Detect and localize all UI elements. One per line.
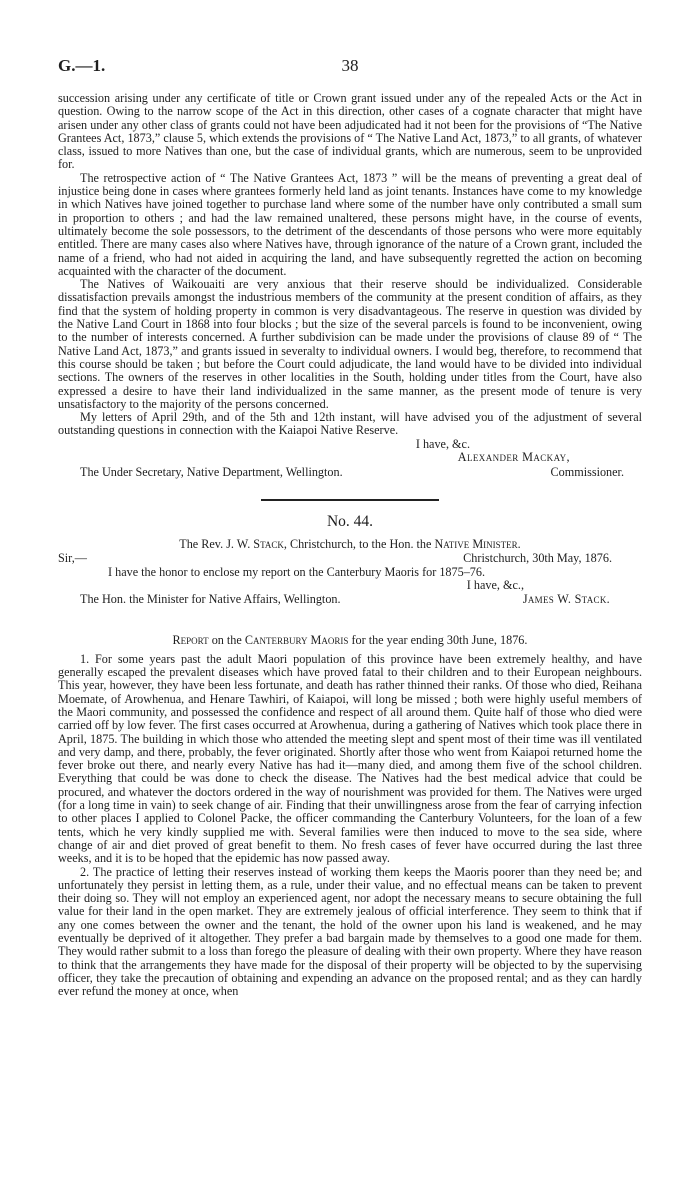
letter2-addressee-row <box>58 593 642 608</box>
letter1-addressee: The Under Secretary, Native Department, Wellington. <box>80 465 343 480</box>
section-divider <box>261 499 439 501</box>
from-prefix: The Rev. J. W. <box>179 536 254 551</box>
report-title <box>58 634 642 647</box>
from-name: Stack <box>253 536 284 551</box>
report-paragraph-1: 1. For some years past the adult Maori population of this province have been extremely healthy, and have generally escaped the prevalent diseases which have proved fatal to their children and to their European neighbours. This year, however, they have been less fortunate, and death has rather thinned their ranks. Of those who died, Reihana Moemate, of Arowhenua, and Henare Tawhiri, of Kaiapoi, will long be missed ; both were highly useful members of the Maori community, and possessed the confidence and respect of all around them. Quite half of those who died were carried off by low fever. The first cases occurred at Arowhenua, during a gathering of Natives which took place there in April, 1875. The building in which those who attended the meeting slept and spent most of their time was ill ventilated and very damp, and there, probably, the fever originated. Shortly after those who went from Kaiapoi returned home the fever broke out there, and nearly every Native has had it—many died, and among them five of the school children. Everything that could be was done to check the disease. The Natives had the best medical advice that could be procured, and whatever the doctors ordered in the way of nourishment was provided for them. The Natives were urged (for a long time in vain) to seek change of air. Finding that their unwillingness arose from the fear of carrying infection to other places I applied to Colonel Packe, the officer commanding the Canterbury Volunteers, for the loan of a few tents, which he very kindly supplied me with. Several families were then induced to move to the sea side, where change of air and diet proved of great benefit to them. No fresh cases of fever have occurred during the last three weeks, and it is to be hoped that the epidemic has now passed away. <box>58 651 642 866</box>
letter2-body: I have the honor to enclose my report on the Canterbury Maoris for 1875–76. <box>108 564 486 579</box>
report-title-c: Canterbury Maoris <box>244 632 349 647</box>
letter2-salutation-row <box>58 552 642 566</box>
intro-paragraph-3: The Natives of Waikouaiti are very anxious that their reserve should be individualized. Considerable dissatisfaction prevails amongst the industrious members of the community at the present condition of affairs, as they find that the system of holding property in common is very disadvantageous. The reserve in question was divided by the Native Land Court in 1868 into four blocks ; but the size of the several parcels is found to be inconvenient, owing to the number of interests concerned. A further subdivision can be made under the provisions of clause 89 of “ The Native Land Act, 1873,” and grants issued in severalty to individual owners. I would beg, therefore, to recommend that this course should be taken ; but before the Court could adjudicate, the land would have to be divided into individual sections. The owners of the reserves in other localities in the South, holding under titles from the Court, have also expressed a desire to have their land individualized in the same manner, as the present mode of tenure is very unsatisfactory to the majority of the persons concerned. <box>58 277 642 411</box>
report-paragraph-2: 2. The practice of letting their reserves instead of working them keeps the Maoris poorer than they need be; and unfortunately they persist in letting them, as a rule, under their value, and no effectual means can be taken to prevent their doing so. They will not employ an experienced agent, nor adopt the necessary means to secure obtaining the full value for their land in the open market. They are extremely jealous of official interference. They seem to think that if any one comes between the owner and the tenant, the hold of the owner upon his land is weakened, and he may eventually be deprived of it altogether. They prefer a bad bargain made by themselves to a good one made for them. They would rather submit to a loss than forego the pleasure of dealing with their own property. Where they have reason to think that the arrangements they have made for the disposal of their property will be objected to by the supervising officer, they take the precaution of obtaining and expending an advance on the proposed rental; and as they can hardly ever refund the money at once, when <box>58 864 642 999</box>
intro-paragraph-2: The retrospective action of “ The Native Grantees Act, 1873 ” will be the means of preventing a great deal of injustice being done in cases where grantees formerly held land as joint tenants. Instances have come to my knowledge in which Natives have joined together to purchase land where some of the number have only contributed a small sum in proportion to others ; and had the law remained unaltered, these persons might have, in the course of events, ultimately become the sole possessors, to the detriment of the descendants of those persons who were more equitably entitled. There are many cases also where Natives have, through ignorance of the nature of a Crown grant, included the name of a friend, who had not aided in acquiring the land, and have subsequently regretted the action on becoming acquainted with the character of the document. <box>58 170 642 278</box>
page-body <box>58 92 642 999</box>
intro-paragraph-1: succession arising under any certificate of title or Crown grant issued under any of the repealed Acts or the Act in question. Owing to the narrow scope of the Act in this direction, other cases of a cognate character that might have arisen under any other class of grants could not have been adjudicated had it not been for the provisions of “The Native Grantees Act, 1873,” clause 5, which extends the provisions of “ The Native Land Act, 1873,” to all grants, of whatever class, issued to more Natives than one, but the case of individual grants, which are numerous, seem to be unprovided for. <box>58 91 642 172</box>
letter-number: No. 44. <box>326 513 374 531</box>
document-reference: G.—1. <box>58 56 106 75</box>
report-title-a: Report <box>172 632 209 647</box>
letter1-signer-title: Commissioner. <box>550 465 624 480</box>
letter2-addressee: The Hon. the Minister for Native Affairs, Wellington. <box>80 591 341 606</box>
letter1-signer: Alexander Mackay, <box>457 450 570 465</box>
letter2-place-date: Christchurch, 30th May, 1876. <box>463 550 612 565</box>
from-middle: , Christchurch, to the Hon. the <box>283 536 435 551</box>
page-number: 38 <box>341 56 359 75</box>
from-recipient: Native Minister. <box>434 536 521 551</box>
letter2-closing: I have, &c., <box>466 578 524 593</box>
intro-paragraph-4: My letters of April 29th, and of the 5th and 12th instant, will have advised you of the adjustment of several outstanding questions in connection with the Kaiapoi Native Reserve. <box>58 410 642 438</box>
letter2-from-line <box>58 538 642 551</box>
letter2-signer: James W. Stack. <box>522 591 610 606</box>
letter2-salutation: Sir,— <box>58 550 87 565</box>
letter1-addressee-row <box>58 466 642 481</box>
report-title-b: on the <box>208 632 245 647</box>
letter1-closing: I have, &c. <box>415 436 470 451</box>
page-header <box>58 56 642 78</box>
report-title-d: for the year ending 30th June, 1876. <box>348 632 528 647</box>
